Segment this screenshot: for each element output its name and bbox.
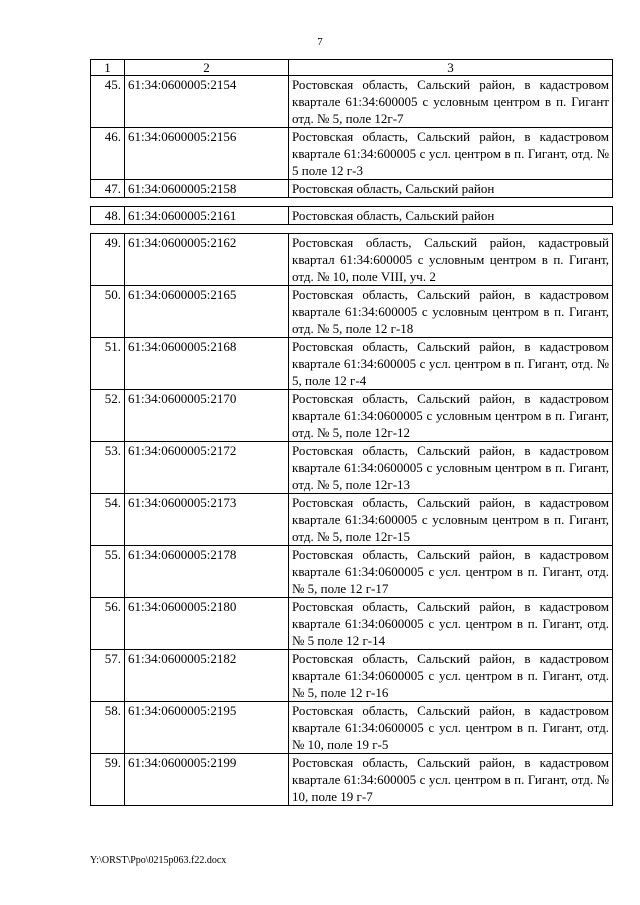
address-cell: Ростовская область, Сальский район, в кадастровом квартале 61:34:0600005 с усл. центром в п. Гигант, отд. № 5, поле 12 г-16 bbox=[289, 650, 613, 702]
page-number: 7 bbox=[317, 36, 323, 48]
header-cell-1: 1 bbox=[91, 60, 125, 76]
row-number: 57. bbox=[91, 650, 125, 702]
table-body bbox=[91, 60, 613, 806]
row-number: 50. bbox=[91, 286, 125, 338]
table-row bbox=[91, 207, 613, 225]
address-cell: Ростовская область, Сальский район bbox=[289, 207, 613, 225]
cadastral-number: 61:34:0600005:2178 bbox=[125, 546, 289, 598]
row-spacer bbox=[91, 225, 613, 234]
cadastral-number: 61:34:0600005:2170 bbox=[125, 390, 289, 442]
address-cell: Ростовская область, Сальский район, в кадастровом квартале 61:34:600005 с усл. центром в п. Гигант, отд. № 5 поле 12 г-3 bbox=[289, 128, 613, 180]
address-cell: Ростовская область, Сальский район, в кадастровом квартале 61:34:0600005 с усл. центром в п. Гигант, отд. № 5, поле 12 г-17 bbox=[289, 546, 613, 598]
cadastral-number: 61:34:0600005:2182 bbox=[125, 650, 289, 702]
spacer-cell bbox=[125, 198, 289, 207]
row-number: 58. bbox=[91, 702, 125, 754]
cadastral-number: 61:34:0600005:2161 bbox=[125, 207, 289, 225]
table-row bbox=[91, 754, 613, 806]
row-number: 52. bbox=[91, 390, 125, 442]
cadastral-number: 61:34:0600005:2165 bbox=[125, 286, 289, 338]
file-path-footer: Y:\ORST\Ppo\0215p063.f22.docx bbox=[90, 855, 227, 866]
address-cell: Ростовская область, Сальский район, в кадастровом квартале 61:34:0600005 с усл. центром в п. Гигант, отд. № 10, поле 19 г-5 bbox=[289, 702, 613, 754]
row-number: 45. bbox=[91, 76, 125, 128]
cadastral-number: 61:34:0600005:2156 bbox=[125, 128, 289, 180]
table-row bbox=[91, 546, 613, 598]
row-spacer bbox=[91, 198, 613, 207]
row-number: 49. bbox=[91, 234, 125, 286]
address-cell: Ростовская область, Сальский район, кадастровый квартал 61:34:600005 с условным центром в п. Гигант, отд. № 10, поле VIII, уч. 2 bbox=[289, 234, 613, 286]
table-row bbox=[91, 180, 613, 198]
row-number: 59. bbox=[91, 754, 125, 806]
cadastral-number: 61:34:0600005:2162 bbox=[125, 234, 289, 286]
cadastral-number: 61:34:0600005:2172 bbox=[125, 442, 289, 494]
address-cell: Ростовская область, Сальский район, в кадастровом квартале 61:34:0600005 с условным центром в п. Гигант, отд. № 5, поле 12г-13 bbox=[289, 442, 613, 494]
cadastral-number: 61:34:0600005:2158 bbox=[125, 180, 289, 198]
spacer-cell bbox=[289, 225, 613, 234]
spacer-cell bbox=[91, 225, 125, 234]
address-cell: Ростовская область, Сальский район, в кадастровом квартале 61:34:600005 с условным центром в п. Гигант отд. № 5, поле 12г-7 bbox=[289, 76, 613, 128]
cadastral-number: 61:34:0600005:2154 bbox=[125, 76, 289, 128]
table-row bbox=[91, 598, 613, 650]
cadastral-number: 61:34:0600005:2195 bbox=[125, 702, 289, 754]
row-number: 55. bbox=[91, 546, 125, 598]
table-row bbox=[91, 234, 613, 286]
spacer-cell bbox=[289, 198, 613, 207]
spacer-cell bbox=[91, 198, 125, 207]
table-row bbox=[91, 650, 613, 702]
cadastral-number: 61:34:0600005:2168 bbox=[125, 338, 289, 390]
table-row bbox=[91, 442, 613, 494]
table-row bbox=[91, 338, 613, 390]
row-number: 56. bbox=[91, 598, 125, 650]
address-cell: Ростовская область, Сальский район, в кадастровом квартале 61:34:600005 с усл. центром в п. Гигант, отд. № 5, поле 12 г-4 bbox=[289, 338, 613, 390]
table-header-row bbox=[91, 60, 613, 76]
row-number: 54. bbox=[91, 494, 125, 546]
table-row bbox=[91, 286, 613, 338]
header-cell-3: 3 bbox=[289, 60, 613, 76]
row-number: 51. bbox=[91, 338, 125, 390]
cadastral-number: 61:34:0600005:2180 bbox=[125, 598, 289, 650]
cadastral-number: 61:34:0600005:2199 bbox=[125, 754, 289, 806]
cadastral-number: 61:34:0600005:2173 bbox=[125, 494, 289, 546]
row-number: 53. bbox=[91, 442, 125, 494]
table-row bbox=[91, 390, 613, 442]
row-number: 46. bbox=[91, 128, 125, 180]
table-row bbox=[91, 128, 613, 180]
row-number: 48. bbox=[91, 207, 125, 225]
address-cell: Ростовская область, Сальский район, в кадастровом квартале 61:34:0600005 с условным центром в п. Гигант, отд. № 5, поле 12г-12 bbox=[289, 390, 613, 442]
spacer-cell bbox=[125, 225, 289, 234]
address-cell: Ростовская область, Сальский район, в кадастровом квартале 61:34:600005 с условным центром в п. Гигант, отд. № 5, поле 12г-15 bbox=[289, 494, 613, 546]
address-cell: Ростовская область, Сальский район, в кадастровом квартале 61:34:600005 с усл. центром в п. Гигант, отд. № 10, поле 19 г-7 bbox=[289, 754, 613, 806]
land-plots-table bbox=[90, 59, 613, 806]
table-row bbox=[91, 76, 613, 128]
table-row bbox=[91, 702, 613, 754]
row-number: 47. bbox=[91, 180, 125, 198]
table-row bbox=[91, 494, 613, 546]
header-cell-2: 2 bbox=[125, 60, 289, 76]
address-cell: Ростовская область, Сальский район, в кадастровом квартале 61:34:600005 с условным центром в п. Гигант, отд. № 5, поле 12 г-18 bbox=[289, 286, 613, 338]
address-cell: Ростовская область, Сальский район, в кадастровом квартале 61:34:0600005 с усл. центром в п. Гигант, отд. № 5 поле 12 г-14 bbox=[289, 598, 613, 650]
address-cell: Ростовская область, Сальский район bbox=[289, 180, 613, 198]
